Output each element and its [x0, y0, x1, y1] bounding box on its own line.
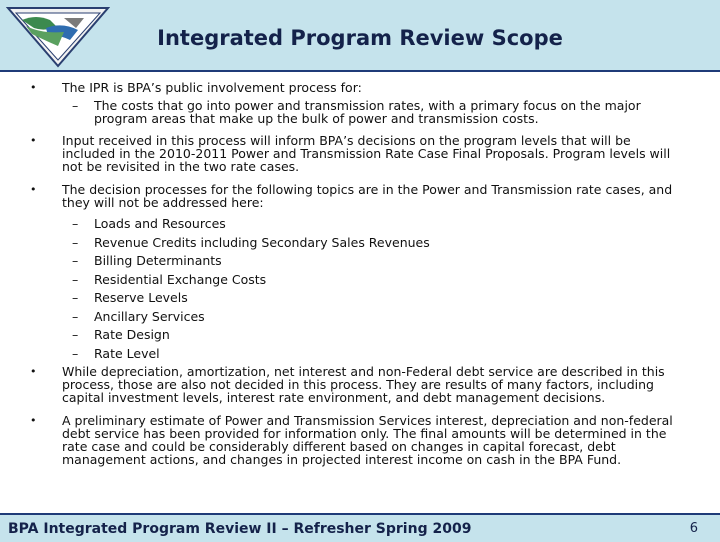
- sub-bullet-dash: –: [72, 272, 79, 287]
- sub-bullet-text: Reserve Levels: [94, 290, 188, 305]
- bullet-dot: •: [30, 365, 37, 378]
- sub-bullet-dash: –: [72, 98, 79, 113]
- sub-bullet-item: [72, 309, 686, 324]
- slide-footer: [0, 513, 720, 542]
- bpa-logo-icon: [6, 4, 110, 68]
- sub-bullet-text: Rate Design: [94, 327, 170, 342]
- sub-bullet-text: Revenue Credits including Secondary Sales Revenues: [94, 235, 430, 250]
- bullet-dot: •: [30, 134, 37, 147]
- bullet-dot: •: [30, 414, 37, 427]
- bullet-item: [30, 413, 686, 467]
- slide-header: [0, 0, 720, 72]
- sub-bullet-item: [72, 272, 686, 287]
- sub-bullet-dash: –: [72, 253, 79, 268]
- sub-bullet-dash: –: [72, 346, 79, 361]
- sub-bullet-item: [72, 98, 686, 126]
- sub-bullet-dash: –: [72, 235, 79, 250]
- bullet-text: Input received in this process will inform BPA’s decisions on the program levels that will be included in the 2010-2011 Power and Transmission Rate Case Final Proposals. Program levels will not be revisited in the two rate cases.: [62, 133, 671, 174]
- sub-bullet-dash: –: [72, 327, 79, 342]
- sub-bullet-text: Rate Level: [94, 346, 160, 361]
- slide-title: Integrated Program Review Scope: [157, 26, 563, 50]
- sub-bullet-text: Loads and Resources: [94, 216, 226, 231]
- bullet-dot: •: [30, 183, 37, 196]
- bullet-dot: •: [30, 81, 37, 94]
- sub-bullet-text: Residential Exchange Costs: [94, 272, 267, 287]
- sub-bullet-text: Billing Determinants: [94, 253, 222, 268]
- sub-bullet-item: [72, 216, 686, 231]
- sub-bullet-dash: –: [72, 216, 79, 231]
- bullet-item: [30, 133, 686, 174]
- bullet-text: While depreciation, amortization, net interest and non-Federal debt service are described in this process, those are also not decided in this process. They are results of many factors, including capital investment levels, interest rate environment, and debt management decisions.: [62, 364, 665, 405]
- bullet-item: [30, 80, 686, 95]
- sub-bullet-item: [72, 290, 686, 305]
- sub-bullet-dash: –: [72, 309, 79, 324]
- bullet-text: A preliminary estimate of Power and Transmission Services interest, depreciation and non-federal debt service has been provided for information only. The final amounts will be determined in the rate case and could be considerably different based on changes in capital forecast, debt management actions, and changes in projected interest income on cash in the BPA Fund.: [62, 413, 673, 467]
- bullet-text: The IPR is BPA’s public involvement process for:: [62, 80, 362, 95]
- bullet-text: The decision processes for the following topics are in the Power and Transmission rate cases, and they will not be addressed here:: [62, 182, 673, 210]
- sub-bullet-item: [72, 253, 686, 268]
- footer-text: BPA Integrated Program Review II – Refresher Spring 2009: [8, 521, 472, 537]
- bullet-item: [30, 364, 686, 405]
- sub-bullet-item: [72, 327, 686, 342]
- sub-bullet-text: The costs that go into power and transmission rates, with a primary focus on the major program areas that make up the bulk of power and transmission costs.: [94, 98, 641, 126]
- sub-bullet-item: [72, 235, 686, 250]
- sub-bullet-text: Ancillary Services: [94, 309, 205, 324]
- page-number: 6: [689, 521, 698, 536]
- sub-bullet-dash: –: [72, 290, 79, 305]
- sub-bullet-item: [72, 346, 686, 361]
- bullet-item: [30, 182, 686, 210]
